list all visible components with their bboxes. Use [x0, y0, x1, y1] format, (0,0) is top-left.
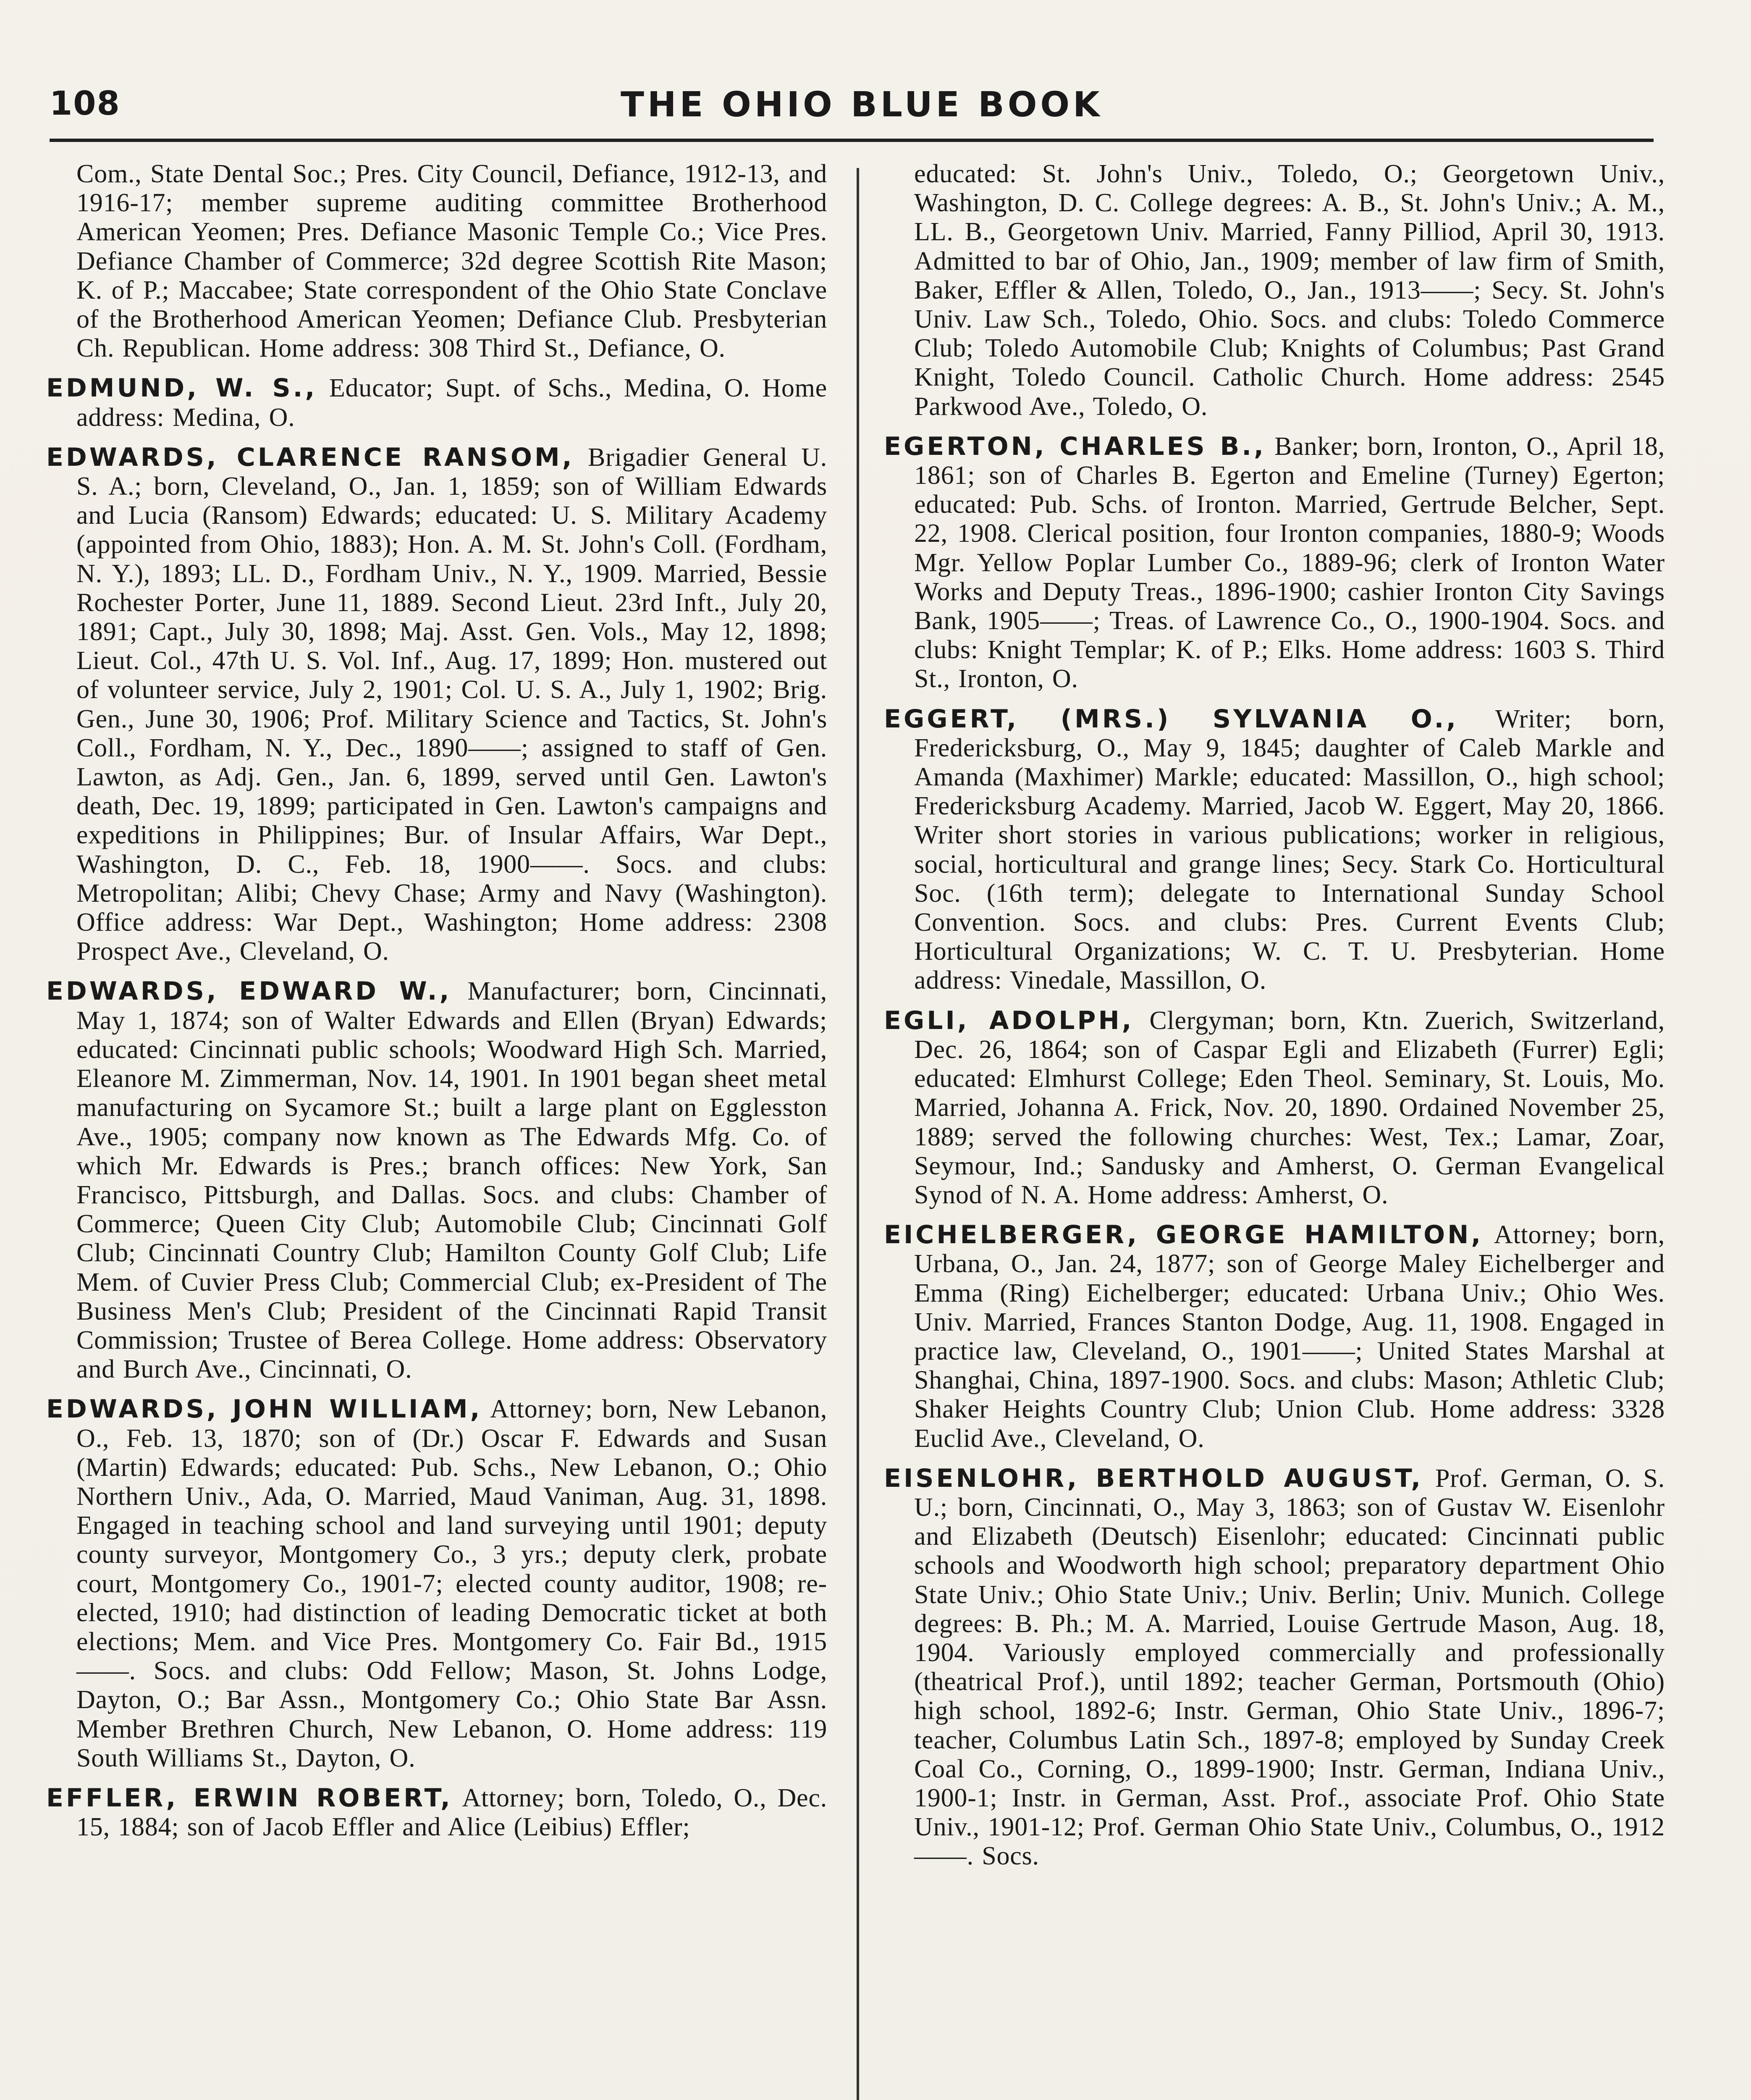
entry-name: EDMUND, W. S.,: [46, 373, 317, 403]
entry-name: EICHELBERGER, GEORGE HAMILTON,: [884, 1220, 1484, 1250]
entry-text: Prof. German, O. S. U.; born, Cincinnati, O., May 3, 1863; son of Gustav W. Eisenlohr and Elizabeth (Deutsch) Eisenlohr; educated: Cincinnati public schools and Woodworth high school; preparatory department Ohio State Univ.; Ohio State Univ.; Univ. Berlin; Univ. Munich. College degrees: B. Ph.; M. A. Married, Louise Gertrude Mason, Aug. 18, 1904. Variously employed commercially and professionally (theatrical Prof.), until 1892; teacher German, Portsmouth (Ohio) high school, 1892-6; Instr. German, Ohio State Univ., 1896-7; teacher, Columbus Latin Sch., 1897-8; employed by Sunday Creek Coal Co., Corning, O., 1899-1900; Instr. German, Indiana Univ., 1900-1; Instr. in German, Asst. Prof., associate Prof. Ohio State Univ., 1901-12; Prof. German Ohio State Univ., Columbus, O., 1912——. Socs.: [914, 1464, 1665, 1871]
entry-name: EDWARDS, EDWARD W.,: [46, 976, 452, 1006]
entry-name: EGGERT, (MRS.) SYLVANIA O.,: [884, 704, 1459, 734]
continued-entry-text: educated: St. John's Univ., Toledo, O.; Georgetown Univ., Washington, D. C. College degrees: A. B., St. John's Univ.; A. M., LL. B., Georgetown Univ. Married, Fanny Pilliod, April 30, 1913. Admitted to bar of Ohio, Jan., 1909; member of law firm of Smith, Baker, Effler & Allen, Toledo, O., Jan., 1913——; Secy. St. John's Univ. Law Sch., Toledo, Ohio. Socs. and clubs: Toledo Commerce Club; Toledo Automobile Club; Knights of Columbus; Past Grand Knight, Toledo Council. Catholic Church. Home address: 2545 Parkwood Ave., Toledo, O.: [914, 160, 1665, 421]
biography-entry: [884, 432, 1665, 694]
header-rule: [50, 139, 1654, 142]
biography-entry: [46, 1784, 827, 1842]
entry-name: EISENLOHR, BERTHOLD AUGUST,: [884, 1463, 1423, 1493]
entry-text: Educator; Supt. of Schs., Medina, O. Home address: Medina, O.: [76, 374, 827, 432]
entry-text: Writer; born, Fredericksburg, O., May 9, 1845; daughter of Caleb Markle and Amanda (Maxhimer) Markle; educated: Massillon, O., high school; Fredericksburg Academy. Married, Jacob W. Eggert, May 20, 1866. Writer short stories in various publications; worker in religious, social, horticultural and grange lines; Secy. Stark Co. Horticultural Soc. (16th term); delegate to International Sunday School Convention. Socs. and clubs: Pres. Current Events Club; Horticultural Organizations; W. C. T. U. Presbyterian. Home address: Vinedale, Massillon, O.: [914, 704, 1665, 995]
left-column: [46, 160, 827, 1853]
entry-text: Brigadier General U. S. A.; born, Cleveland, O., Jan. 1, 1859; son of William Edwards and Lucia (Ransom) Edwards; educated: U. S. Military Academy (appointed from Ohio, 1883); Hon. A. M. St. John's Coll. (Fordham, N. Y.), 1893; LL. D., Fordham Univ., N. Y., 1909. Married, Bessie Rochester Porter, June 11, 1889. Second Lieut. 23rd Inft., July 20, 1891; Capt., July 30, 1898; Maj. Asst. Gen. Vols., May 12, 1898; Lieut. Col., 47th U. S. Vol. Inf., Aug. 17, 1899; Hon. mustered out of volunteer service, July 2, 1901; Col. U. S. A., July 1, 1902; Brig. Gen., June 30, 1906; Prof. Military Science and Tactics, St. John's Coll., Fordham, N. Y., Dec., 1890——; assigned to staff of Gen. Lawton, as Adj. Gen., Jan. 6, 1899, served until Gen. Lawton's death, Dec. 19, 1899; participated in Gen. Lawton's campaigns and expeditions in Philippines; Bur. of Insular Affairs, War Dept., Washington, D. C., Feb. 18, 1900——. Socs. and clubs: Metropolitan; Alibi; Chevy Chase; Army and Navy (Washington). Office address: War Dept., Washington; Home address: 2308 Prospect Ave., Cleveland, O.: [76, 443, 827, 966]
biography-entry: [46, 1395, 827, 1773]
entry-name: EGERTON, CHARLES B.,: [884, 431, 1266, 461]
biography-entry: [46, 374, 827, 432]
biography-entry: [884, 1006, 1665, 1210]
entry-text: Attorney; born, New Lebanon, O., Feb. 13, 1870; son of (Dr.) Oscar F. Edwards and Susan (Martin) Edwards; educated: Pub. Schs., New Lebanon, O.; Ohio Northern Univ., Ada, O. Married, Maud Vaniman, Aug. 31, 1898. Engaged in teaching school and land surveying until 1901; deputy county surveyor, Montgomery Co., 3 yrs.; deputy clerk, probate court, Montgomery Co., 1901-7; elected county auditor, 1908; re-elected, 1910; had distinction of leading Democratic ticket at both elections; Mem. and Vice Pres. Montgomery Co. Fair Bd., 1915——. Socs. and clubs: Odd Fellow; Mason, St. Johns Lodge, Dayton, O.; Bar Assn., Montgomery Co.; Ohio State Bar Assn. Member Brethren Church, New Lebanon, O. Home address: 119 South Williams St., Dayton, O.: [76, 1395, 827, 1772]
running-title: THE OHIO BLUE BOOK: [621, 85, 1103, 125]
entry-text: Clergyman; born, Ktn. Zuerich, Switzerland, Dec. 26, 1864; son of Caspar Egli and Elizabeth (Furrer) Egli; educated: Elmhurst College; Eden Theol. Seminary, St. Louis, Mo. Married, Johanna A. Frick, Nov. 20, 1890. Ordained November 25, 1889; served the following churches: West, Tex.; Lamar, Zoar, Seymour, Ind.; Sandusky and Amherst, O. German Evangelical Synod of N. A. Home address: Amherst, O.: [914, 1006, 1665, 1209]
entry-name: EDWARDS, CLARENCE RANSOM,: [46, 442, 574, 472]
entry-text: Attorney; born, Urbana, O., Jan. 24, 1877; son of George Maley Eichelberger and Emma (Ring) Eichelberger; educated: Urbana Univ.; Ohio Wes. Univ. Married, Frances Stanton Dodge, Aug. 11, 1908. Engaged in practice law, Cleveland, O., 1901——; United States Marshal at Shanghai, China, 1897-1900. Socs. and clubs: Mason; Athletic Club; Shaker Heights Country Club; Union Club. Home address: 3328 Euclid Ave., Cleveland, O.: [914, 1221, 1665, 1453]
page-number: 108: [50, 85, 121, 123]
biography-entry: [884, 1221, 1665, 1453]
entry-name: EGLI, ADOLPH,: [884, 1005, 1134, 1035]
column-divider: [857, 168, 859, 2100]
right-column: [884, 160, 1665, 1882]
biography-entry: [46, 977, 827, 1384]
entry-text: Manufacturer; born, Cincinnati, May 1, 1874; son of Walter Edwards and Ellen (Bryan) Edwards; educated: Cincinnati public schools; Woodward High Sch. Married, Eleanore M. Zimmerman, Nov. 14, 1901. In 1901 began sheet metal manufacturing on Sycamore St.; built a large plant on Egglesston Ave., 1905; company now known as The Edwards Mfg. Co. of which Mr. Edwards is Pres.; branch offices: New York, San Francisco, Pittsburgh, and Dallas. Socs. and clubs: Chamber of Commerce; Queen City Club; Automobile Club; Cincinnati Golf Club; Cincinnati Country Club; Hamilton County Golf Club; Life Mem. of Cuvier Press Club; Commercial Club; ex-President of The Business Men's Club; President of the Cincinnati Rapid Transit Commission; Trustee of Berea College. Home address: Observatory and Burch Ave., Cincinnati, O.: [76, 977, 827, 1384]
page-header: [50, 80, 1654, 134]
entry-text: Banker; born, Ironton, O., April 18, 1861; son of Charles B. Egerton and Emeline (Turney) Egerton; educated: Pub. Schs. of Ironton. Married, Gertrude Belcher, Sept. 22, 1908. Clerical position, four Ironton companies, 1880-9; Woods Mgr. Yellow Poplar Lumber Co., 1889-96; clerk of Ironton Water Works and Deputy Treas., 1896-1900; cashier Ironton City Savings Bank, 1905——; Treas. of Lawrence Co., O., 1900-1904. Socs. and clubs: Knight Templar; K. of P.; Elks. Home address: 1603 S. Third St., Ironton, O.: [914, 432, 1665, 693]
biography-entry: [884, 705, 1665, 995]
continued-entry-text: Com., State Dental Soc.; Pres. City Council, Defiance, 1912-13, and 1916-17; member supreme auditing committee Brotherhood American Yeomen; Pres. Defiance Masonic Temple Co.; Vice Pres. Defiance Chamber of Commerce; 32d degree Scottish Rite Mason; K. of P.; Maccabee; State correspondent of the Ohio State Conclave of the Brotherhood American Yeomen; Defiance Club. Presbyterian Ch. Republican. Home address: 308 Third St., Defiance, O.: [76, 160, 827, 363]
biography-entry: [46, 443, 827, 966]
entry-text: Attorney; born, Toledo, O., Dec. 15, 1884; son of Jacob Effler and Alice (Leibius) Effler;: [76, 1783, 827, 1842]
biography-entry: [884, 1464, 1665, 1871]
entry-name: EFFLER, ERWIN ROBERT,: [46, 1783, 453, 1813]
entry-name: EDWARDS, JOHN WILLIAM,: [46, 1394, 482, 1424]
